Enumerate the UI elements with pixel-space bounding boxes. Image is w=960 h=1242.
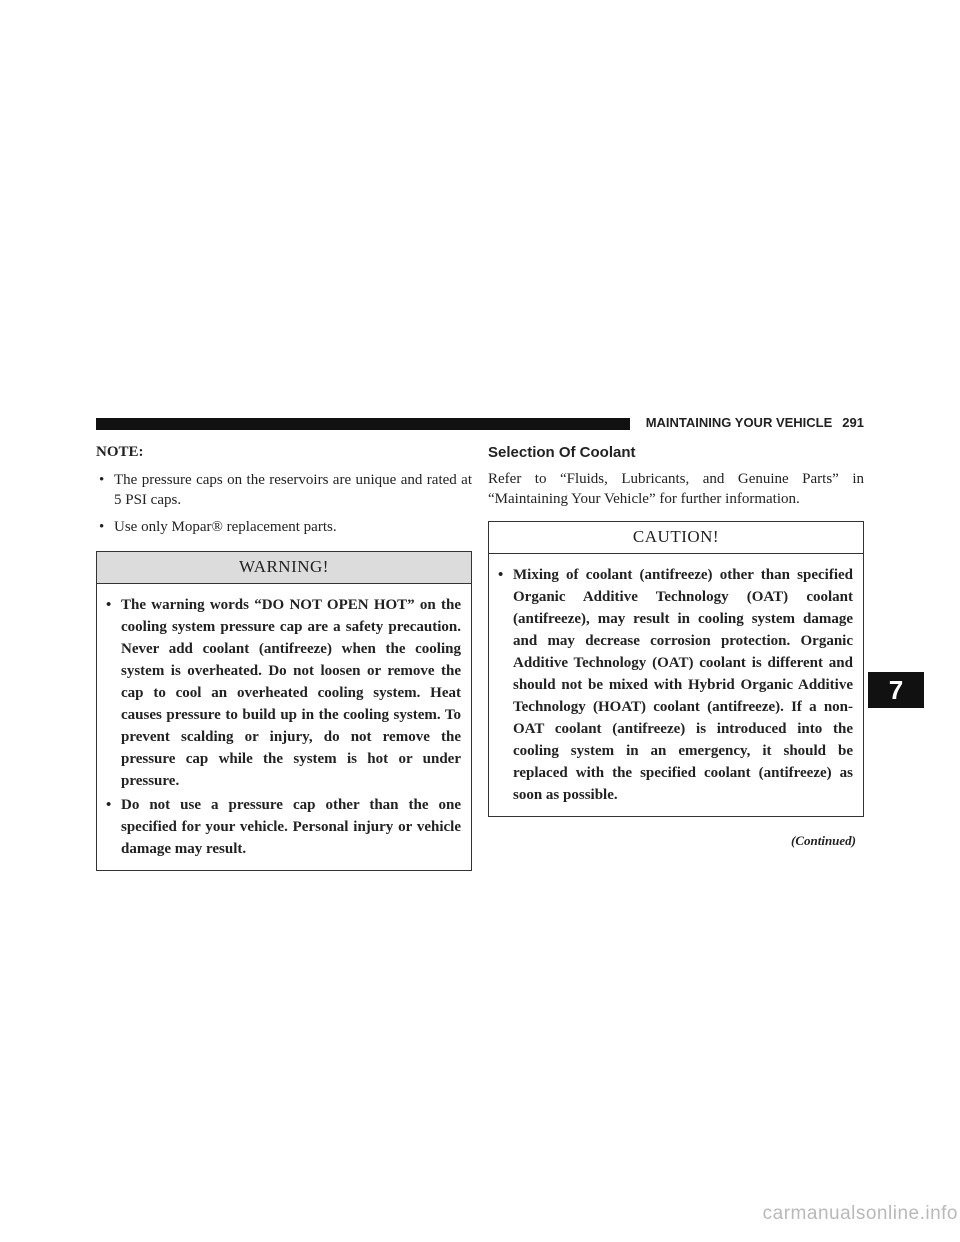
warning-item: • The warning words “DO NOT OPEN HOT” on the cooling system pressure cap are a safety precaution. Never add coolant (antifreeze) when the cooling system is overheated. Do not loosen or remove the cap to cool an overheated cooling system. Heat causes pressure to build up in the cooling system. To prevent scalding or injury, do not remove the pressure cap while the system is hot or under pressure. bbox=[103, 594, 461, 792]
caution-item: • Mixing of coolant (antifreeze) other than specified Organic Additive Technology (OAT) coolant (antifreeze), may result in cooling system damage and may decrease corrosion protection. Organic Additive Technology (OAT) coolant is different and should not be mixed with Hybrid Organic Additive Technology (HOAT) coolant (antifreeze). If a non-OAT coolant (antifreeze) is introduced into the cooling system in an emergency, it should be replaced with the specified coolant (antifreeze) as soon as possible. bbox=[495, 564, 853, 806]
bullet-icon: • bbox=[106, 597, 112, 613]
warning-title: WARNING! bbox=[97, 552, 471, 584]
continued-label: (Continued) bbox=[790, 833, 856, 848]
note-list bbox=[96, 470, 472, 537]
warning-list bbox=[97, 584, 471, 870]
section-title: Selection Of Coolant bbox=[488, 444, 636, 461]
bullet-icon: • bbox=[106, 797, 112, 813]
bullet-icon: • bbox=[498, 567, 504, 583]
section-name: MAINTAINING YOUR VEHICLE bbox=[645, 415, 833, 430]
header-bar bbox=[96, 418, 630, 430]
page-number: 291 bbox=[842, 415, 864, 430]
bullet-icon: • bbox=[99, 519, 105, 535]
watermark: carmanualsonline.info bbox=[762, 1203, 958, 1224]
left-column bbox=[96, 444, 472, 871]
coolant-paragraph: Refer to “Fluids, Lubricants, and Genuine Parts” in “Maintaining Your Vehicle” for further information. bbox=[488, 471, 864, 507]
chapter-tab: 7 bbox=[868, 672, 924, 708]
caution-title: CAUTION! bbox=[489, 522, 863, 554]
bullet-icon: • bbox=[99, 472, 105, 488]
warning-item: • Do not use a pressure cap other than the one specified for your vehicle. Personal injury or vehicle damage may result. bbox=[103, 794, 461, 860]
warning-box bbox=[96, 551, 472, 871]
note-item: • The pressure caps on the reservoirs are unique and rated at 5 PSI caps. bbox=[99, 472, 472, 508]
note-title: NOTE: bbox=[96, 444, 144, 460]
running-header bbox=[644, 415, 864, 430]
note-item: • Use only Mopar® replacement parts. bbox=[99, 519, 337, 535]
caution-list bbox=[489, 554, 863, 816]
caution-box bbox=[488, 521, 864, 817]
right-column bbox=[488, 444, 864, 849]
